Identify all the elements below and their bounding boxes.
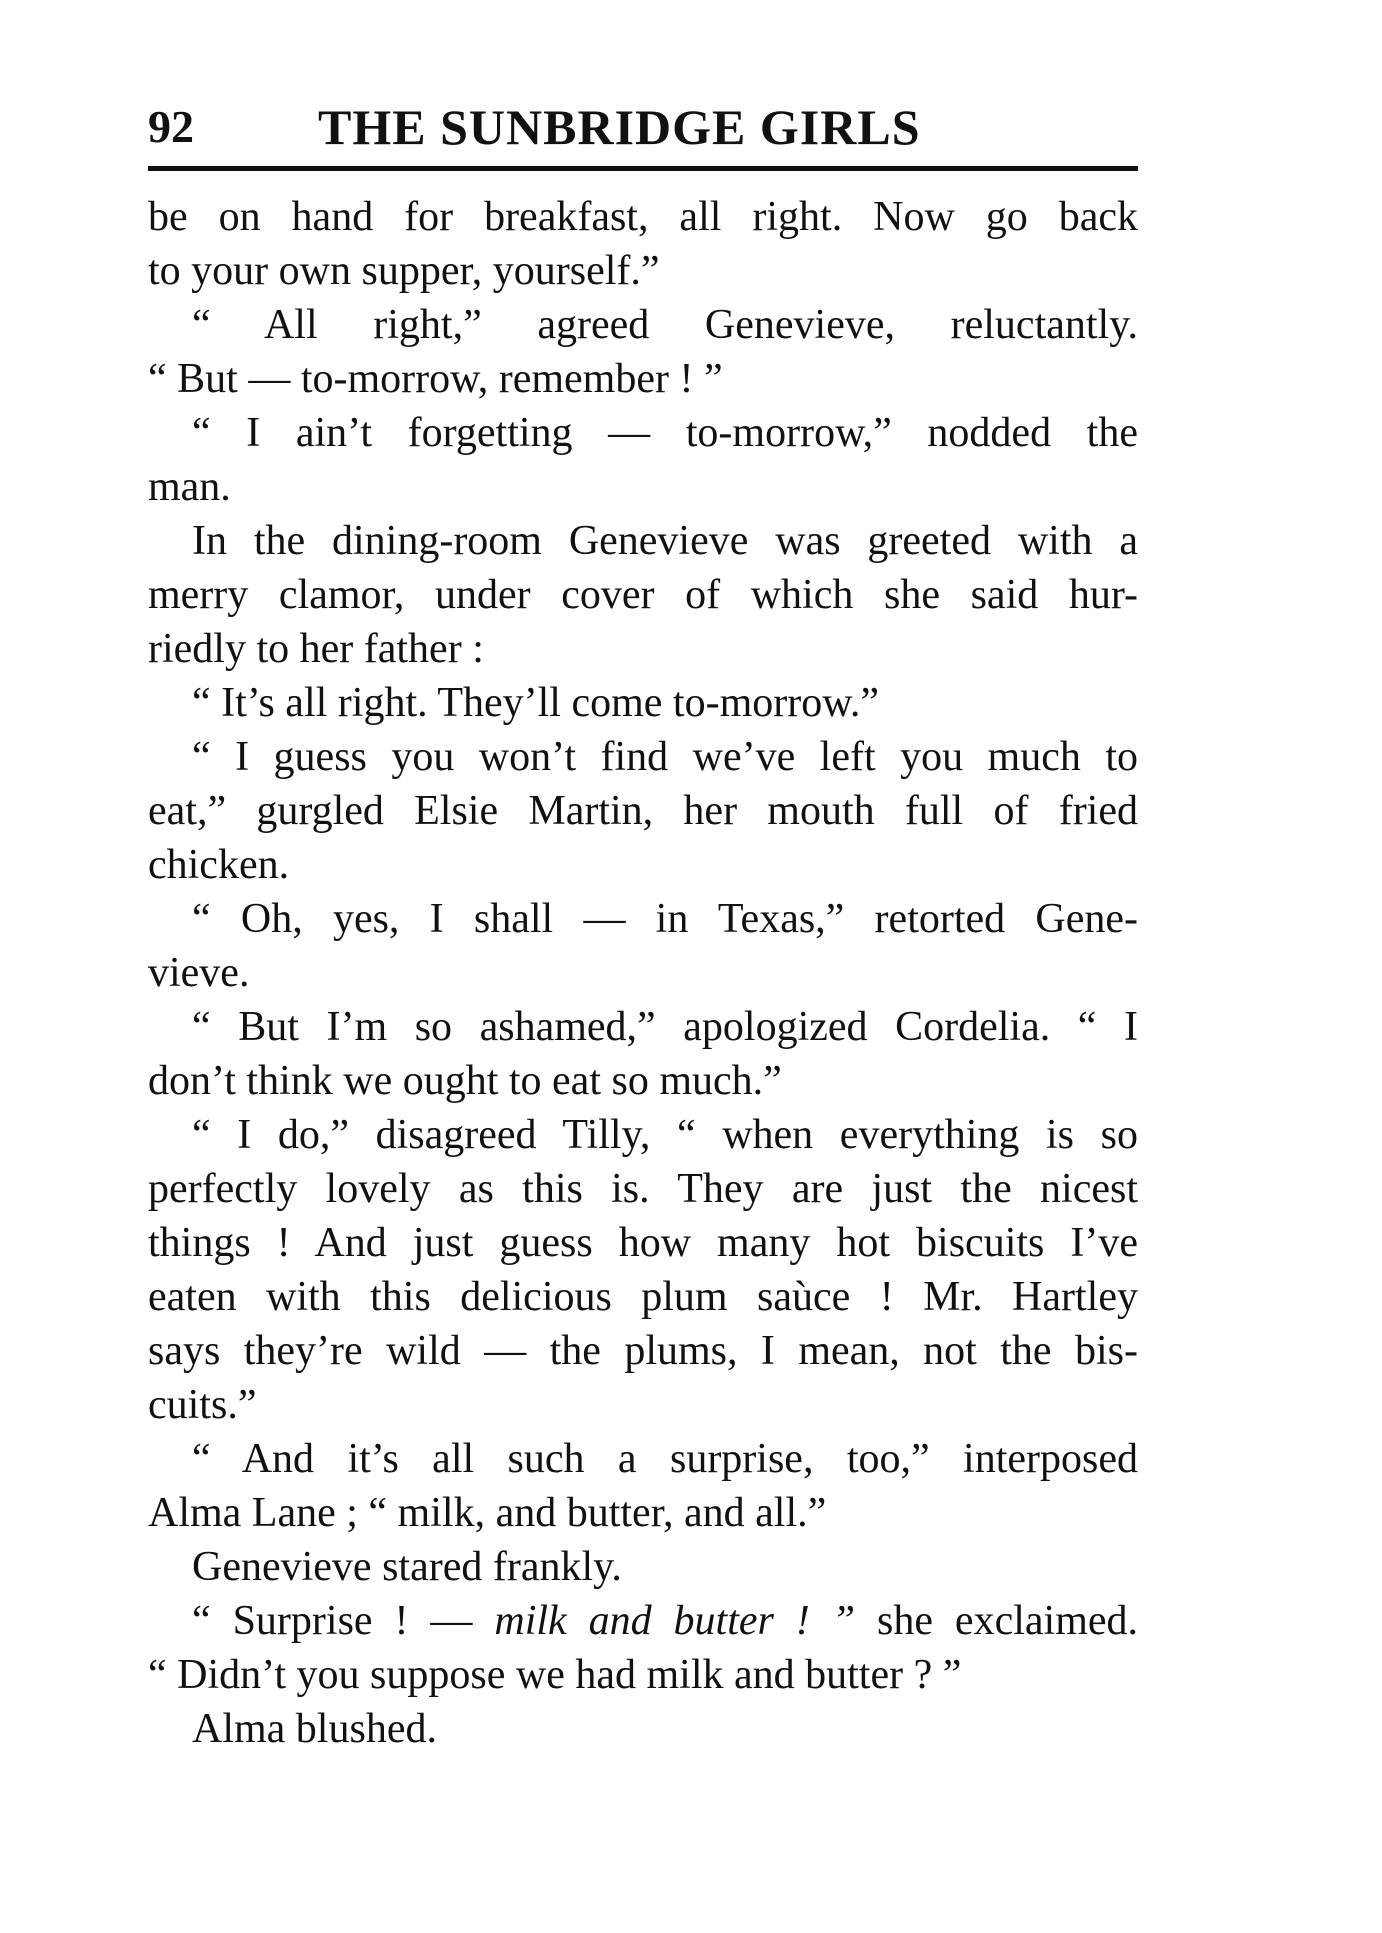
page-header: [148, 92, 1138, 162]
text-line: Alma blushed.: [192, 1706, 437, 1752]
text-line: says they’re wild — the plums, I mean, not the bis-: [148, 1328, 1138, 1374]
text-line: “ I do,” disagreed Tilly, “ when everything is so: [192, 1112, 1138, 1158]
text-line: eat,” gurgled Elsie Martin, her mouth full of fried: [148, 788, 1138, 834]
text-line: man.: [148, 464, 231, 510]
text-line: be on hand for breakfast, all right. Now go back: [148, 194, 1138, 240]
body-text: [148, 190, 1138, 1756]
text-line: merry clamor, under cover of which she said hur-: [148, 572, 1138, 618]
text-line: chicken.: [148, 842, 290, 888]
text-line: eaten with this delicious plum saùce ! Mr. Hartley: [148, 1274, 1138, 1320]
text-line: “ I ain’t forgetting — to-morrow,” nodded the: [192, 410, 1138, 456]
text-line: “ Didn’t you suppose we had milk and butter ? ”: [148, 1652, 962, 1698]
text-line: cuits.”: [148, 1382, 257, 1428]
text-line: “ And it’s all such a surprise, too,” interposed: [192, 1436, 1138, 1482]
text-line: things ! And just guess how many hot biscuits I’ve: [148, 1220, 1138, 1266]
surprise-lead: “ Surprise ! —: [192, 1598, 495, 1644]
text-line: “ But I’m so ashamed,” apologized Cordelia. “ I: [192, 1004, 1138, 1050]
text-line: Genevieve stared frankly.: [192, 1544, 622, 1590]
text-line: “ Oh, yes, I shall — in Texas,” retorted Gene-: [192, 896, 1138, 942]
text-line: vieve.: [148, 950, 250, 996]
text-line: “ It’s all right. They’ll come to-morrow.”: [192, 680, 879, 726]
header-rule: [148, 166, 1138, 171]
surprise-italic: milk and butter ! ”: [494, 1598, 856, 1644]
text-line: Alma Lane ; “ milk, and butter, and all.”: [148, 1490, 827, 1536]
text-line: to your own supper, yourself.”: [148, 248, 660, 294]
page-number: 92: [148, 101, 194, 152]
text-line: “ But — to-morrow, remember ! ”: [148, 356, 723, 402]
running-title: THE SUNBRIDGE GIRLS: [318, 99, 921, 155]
text-line: perfectly lovely as this is. They are just the nicest: [148, 1166, 1138, 1212]
text-line-surprise: [148, 1594, 1138, 1648]
text-line: “ I guess you won’t find we’ve left you much to: [192, 734, 1138, 780]
text-line: In the dining-room Genevieve was greeted with a: [192, 518, 1138, 564]
text-line: “ All right,” agreed Genevieve, reluctantly.: [192, 302, 1138, 348]
text-line: riedly to her father :: [148, 626, 484, 672]
surprise-tail: she exclaimed.: [855, 1598, 1139, 1644]
text-line: don’t think we ought to eat so much.”: [148, 1058, 782, 1104]
